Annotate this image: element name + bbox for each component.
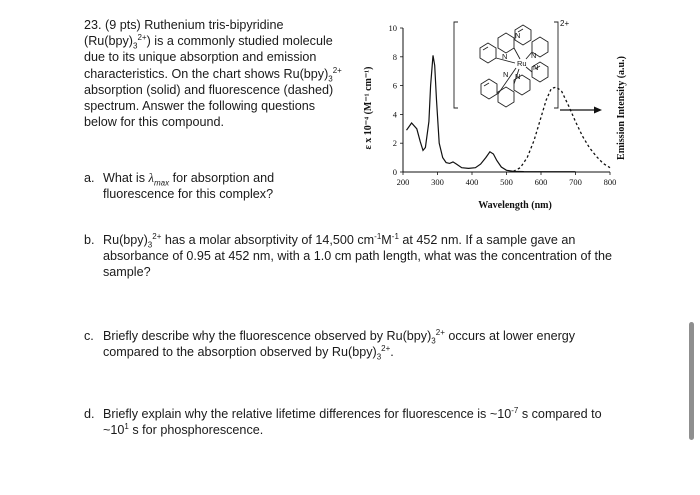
- charge-label: 2+: [560, 19, 570, 28]
- part-b: [84, 232, 644, 281]
- atom-label-n: N: [533, 63, 539, 72]
- part-label: b.: [84, 233, 95, 247]
- atom-label-n: N: [515, 31, 521, 40]
- y-axis-label: ε x 10⁻⁴ (M⁻¹ cm⁻¹): [363, 66, 374, 150]
- y-tick-label: 2: [392, 138, 397, 149]
- part-a: [84, 170, 384, 202]
- x-tick-label: 400: [465, 177, 479, 187]
- absorption-series-line: [407, 55, 576, 171]
- part-line: Briefly describe why the fluorescence observed by $Ru(bpy)_3^{2+}$ occurs at lower energy: [103, 327, 576, 346]
- fluorescence-series-line: [513, 87, 610, 171]
- part-line: $Ru(bpy)_3^{2+}$ has a molar absorptivity of 14,500 $cm^{-1}M^{-1}$ at 452 nm. If a sample gave an: [103, 231, 576, 250]
- x-tick-label: 300: [431, 177, 444, 187]
- part-line: sample?: [103, 265, 151, 280]
- x-tick-label: 200: [396, 177, 410, 187]
- y2-axis-label: Emission Intensity (a.u.): [616, 56, 627, 160]
- x-tick-label: 500: [500, 177, 513, 187]
- y-tick-label: 10: [388, 23, 397, 33]
- intro-line: spectrum. Answer the following questions: [84, 99, 316, 114]
- part-line: What is $\lambda_{max}$ for absorption and: [103, 171, 275, 188]
- chart-axes: [403, 28, 610, 172]
- atom-label-ru: Ru: [517, 59, 527, 68]
- part-line: Briefly explain why the relative lifetime differences for fluorescence is $\sim 10^{-7}$ s compared to: [103, 405, 602, 421]
- intro-line: below for this compound.: [84, 115, 225, 130]
- part-d: [84, 406, 644, 438]
- part-line: absorbance of 0.95 at 452 nm, with a 1.0 cm path length, what was the concentration of the: [103, 249, 612, 264]
- intro-line: $(Ru(bpy)_3^{2+})$ is a commonly studied molecule: [84, 33, 333, 51]
- atom-label-n: N: [503, 70, 509, 79]
- ru-bpy-structure-drawing: [454, 22, 558, 108]
- y-tick-label: 4: [392, 109, 397, 120]
- x-tick-label: 700: [569, 177, 582, 187]
- y-tick-label: 6: [392, 80, 397, 91]
- atom-label-n: N: [502, 52, 508, 61]
- intro-line: characteristics. On the chart shows $Ru(bpy)_3^{2+}$: [84, 65, 342, 84]
- scrollbar-thumb[interactable]: [689, 322, 694, 440]
- x-tick-label: 600: [534, 177, 548, 187]
- intro-line: absorption (solid) and fluorescence (dashed): [84, 82, 334, 97]
- part-c: [84, 328, 644, 360]
- x-axis-label: Wavelength (nm): [478, 200, 552, 211]
- atom-label-n: N: [515, 72, 521, 81]
- atom-label-n: N: [531, 51, 537, 60]
- y-tick-label: 0: [392, 167, 397, 177]
- x-tick-label: 800: [603, 177, 617, 187]
- part-line: $\sim 10^1$ s for phosphorescence.: [103, 422, 264, 438]
- emission-arrow: [560, 107, 602, 114]
- part-label: c.: [84, 329, 94, 343]
- intro-line: 23. (9 pts) Ruthenium tris-bipyridine: [84, 18, 284, 32]
- spectrum-chart: [350, 12, 640, 217]
- intro-line: due to its unique absorption and emission: [84, 50, 317, 65]
- y-tick-label: 8: [392, 51, 397, 62]
- part-label: d.: [84, 407, 95, 421]
- part-line: compared to the absorption observed by $Ru(bpy)_3^{2+}$.: [103, 344, 394, 362]
- part-line: fluorescence for this complex?: [103, 187, 274, 202]
- structure-atom-labels: [502, 19, 569, 81]
- question-intro: [84, 17, 374, 130]
- part-label: a.: [84, 171, 95, 185]
